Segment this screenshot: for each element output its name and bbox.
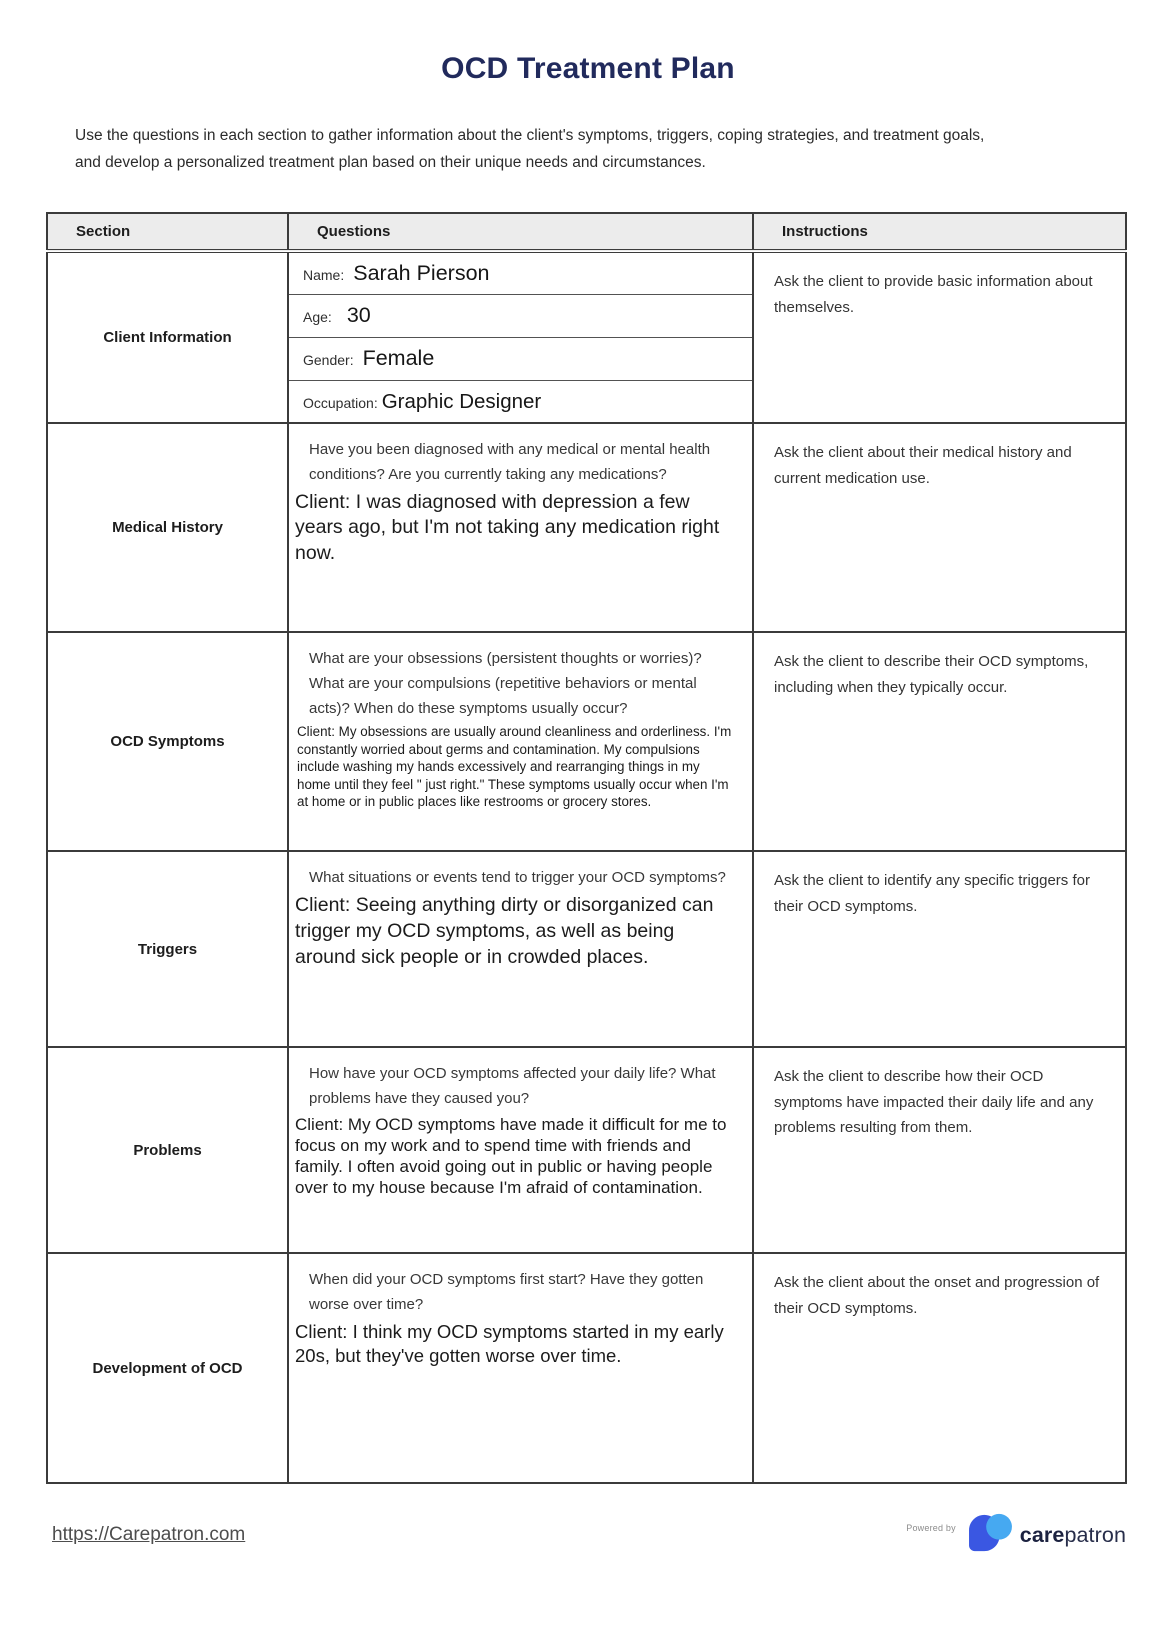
field-gender-label: Gender: [303, 352, 354, 369]
client-answer: Client: My OCD symptoms have made it difficult for me to focus on my work and to spend time with friends and family. I often avoid going out in public or having people over to my house because I'm afraid of contamination. [295, 1114, 727, 1197]
section-label-problems: Problems [47, 1047, 288, 1253]
questions-medical-history [288, 423, 753, 632]
column-header-section: Section [47, 213, 288, 251]
question-text: What situations or events tend to trigger your OCD symptoms? [309, 869, 726, 887]
table-header-row [47, 213, 1126, 251]
question-text: What are your obsessions (persistent thoughts or worries)? What are your compulsions (repetitive behaviors or mental acts)? When do these symptoms usually occur? [309, 650, 702, 717]
row-ocd-symptoms [47, 632, 1126, 851]
section-label-triggers: Triggers [47, 851, 288, 1047]
intro-text: Use the questions in each section to gather information about the client's symptoms, triggers, coping strategies, and treatment goals, and develop a personalized treatment plan based on their unique needs and circumstances. [75, 127, 985, 171]
question-text: When did your OCD symptoms first start? Have they gotten worse over time? [309, 1271, 704, 1313]
questions-problems [288, 1047, 753, 1253]
page-title: OCD Treatment Plan [441, 52, 735, 85]
field-name-label: Name: [303, 267, 345, 284]
questions-development-of-ocd [288, 1253, 753, 1483]
field-gender-value: Female [362, 346, 435, 371]
instructions-medical-history: Ask the client about their medical history and current medication use. [753, 423, 1126, 632]
section-label-ocd-symptoms: OCD Symptoms [47, 632, 288, 851]
client-answer: Client: I was diagnosed with depression a few years ago, but I'm not taking any medication right now. [295, 490, 720, 565]
instructions-triggers: Ask the client to identify any specific triggers for their OCD symptoms. [753, 851, 1126, 1047]
client-answer: Client: My obsessions are usually around cleanliness and orderliness. I'm constantly worried about germs and contamination. My compulsions include washing my hands excessively and rearranging things in my home until they feel " just right." These symptoms usually occur when I'm at home or in public places like restrooms or grocery stores. [297, 724, 732, 810]
treatment-plan-table [46, 212, 1127, 1484]
row-medical-history [47, 423, 1126, 632]
field-name [288, 251, 753, 294]
instructions-problems: Ask the client to describe how their OCD symptoms have impacted their daily life and any problems resulting from them. [753, 1047, 1126, 1253]
field-name-value: Sarah Pierson [353, 261, 490, 286]
instructions-development-of-ocd: Ask the client about the onset and progression of their OCD symptoms. [753, 1253, 1126, 1483]
carepatron-brand [906, 1512, 1126, 1558]
carepatron-link[interactable]: https://Carepatron.com [52, 1524, 246, 1546]
carepatron-wordmark [1020, 1523, 1126, 1548]
row-triggers [47, 851, 1126, 1047]
row-problems [47, 1047, 1126, 1253]
column-header-instructions: Instructions [753, 213, 1126, 251]
instructions-client-information: Ask the client to provide basic information about themselves. [753, 251, 1126, 423]
questions-ocd-symptoms [288, 632, 753, 851]
column-header-questions: Questions [288, 213, 753, 251]
question-text: How have your OCD symptoms affected your daily life? What problems have they caused you? [309, 1065, 716, 1107]
field-occupation-label: Occupation: [303, 394, 378, 411]
section-label-development-of-ocd: Development of OCD [47, 1253, 288, 1483]
wordmark-care: care [1019, 1522, 1065, 1547]
field-age-value: 30 [346, 303, 371, 328]
row-client-information [47, 251, 1126, 294]
carepatron-logo-icon [967, 1512, 1013, 1558]
row-development-of-ocd [47, 1253, 1126, 1483]
client-answer: Client: Seeing anything dirty or disorganized can trigger my OCD symptoms, as well as being around sick people or in crowded places. [295, 893, 714, 968]
powered-by-label: Powered by [906, 1523, 956, 1534]
field-occupation [288, 380, 753, 423]
field-age-label: Age: [303, 309, 332, 326]
section-label-medical-history: Medical History [47, 423, 288, 632]
page-footer [0, 1508, 1176, 1562]
section-label-client-information: Client Information [47, 251, 288, 423]
field-gender [288, 337, 753, 380]
wordmark-patron: patron [1064, 1522, 1126, 1547]
questions-triggers [288, 851, 753, 1047]
client-answer: Client: I think my OCD symptoms started in my early 20s, but they've gotten worse over time. [295, 1320, 724, 1367]
field-age [288, 294, 753, 337]
question-text: Have you been diagnosed with any medical or mental health conditions? Are you currently taking any medications? [309, 441, 711, 483]
instructions-ocd-symptoms: Ask the client to describe their OCD symptoms, including when they typically occur. [753, 632, 1126, 851]
field-occupation-value: Graphic Designer [381, 389, 542, 413]
